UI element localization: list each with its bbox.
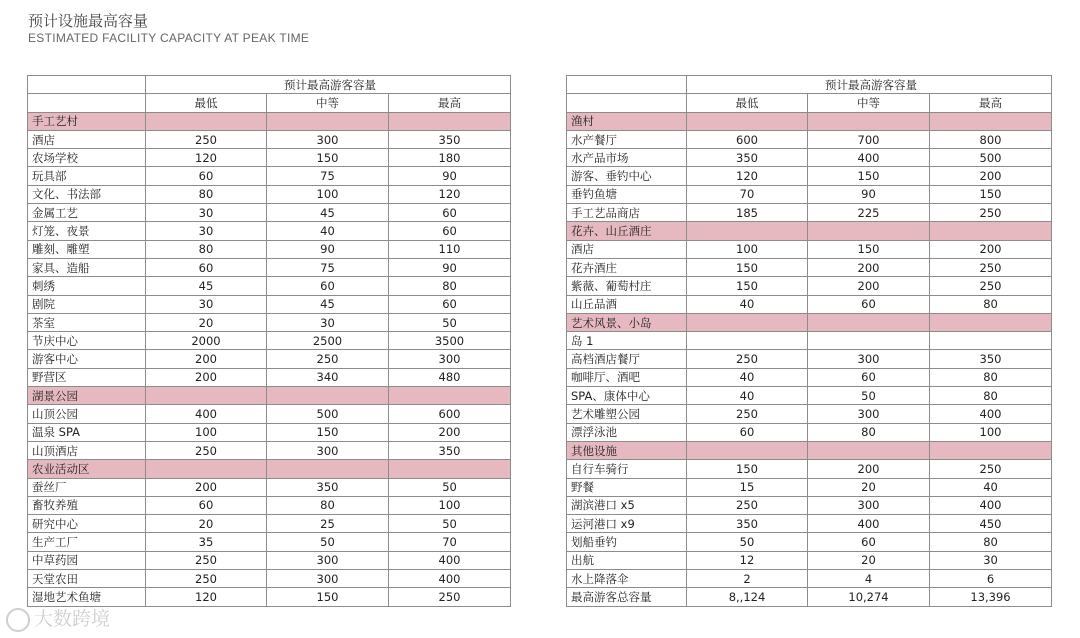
cell-max: 80 [389, 277, 511, 295]
cell-mid: 50 [267, 533, 389, 551]
cell-max: 110 [389, 240, 511, 258]
cell-max: 90 [389, 258, 511, 276]
cell-mid: 60 [808, 533, 930, 551]
table-row [567, 533, 1052, 551]
section-row [28, 387, 511, 405]
header-group-label: 预计最高游客容量 [146, 76, 511, 94]
cell-max: 60 [389, 222, 511, 240]
table-row [28, 405, 511, 423]
section-blank-cell [808, 112, 930, 130]
watermark [6, 604, 110, 632]
row-label: SPA、康体中心 [567, 387, 687, 405]
cell-min: 150 [687, 258, 808, 276]
row-label: 畜牧养殖 [28, 496, 146, 514]
table-row [28, 277, 511, 295]
cell-mid: 2500 [267, 332, 389, 350]
cell-mid: 75 [267, 258, 389, 276]
cell-max: 50 [389, 478, 511, 496]
row-label: 灯笼、夜景 [28, 222, 146, 240]
cell-mid: 300 [808, 405, 930, 423]
row-label: 漂浮泳池 [567, 423, 687, 441]
cell-max: 80 [930, 533, 1052, 551]
section-blank-cell [389, 387, 511, 405]
cell-min: 250 [687, 405, 808, 423]
row-label: 划船垂钓 [567, 533, 687, 551]
table-row [567, 204, 1052, 222]
cell-max: 6 [930, 570, 1052, 588]
table-row [28, 240, 511, 258]
row-label: 水产品市场 [567, 149, 687, 167]
cell-mid: 300 [267, 441, 389, 459]
cell-mid: 10,274 [808, 588, 930, 606]
cell-mid: 30 [267, 313, 389, 331]
cell-max: 350 [930, 350, 1052, 368]
header-blank-cell [567, 76, 687, 94]
table-row [567, 496, 1052, 514]
cell-mid: 700 [808, 130, 930, 148]
cell-max: 800 [930, 130, 1052, 148]
cell-max: 200 [389, 423, 511, 441]
cell-min: 12 [687, 551, 808, 569]
row-label: 最高游客总容量 [567, 588, 687, 606]
row-label: 雕刻、雕塑 [28, 240, 146, 258]
cell-mid: 100 [267, 185, 389, 203]
row-label: 艺术雕塑公园 [567, 405, 687, 423]
cell-mid: 45 [267, 204, 389, 222]
cell-min: 70 [687, 185, 808, 203]
row-label: 高档酒店餐厅 [567, 350, 687, 368]
header-blank-cell [567, 94, 687, 112]
cell-mid: 25 [267, 515, 389, 533]
table-row [28, 515, 511, 533]
row-label: 出航 [567, 551, 687, 569]
cell-mid: 150 [267, 423, 389, 441]
col-header-min: 最低 [687, 94, 808, 112]
cell-mid: 150 [808, 240, 930, 258]
cell-mid: 45 [267, 295, 389, 313]
cell-max: 13,396 [930, 588, 1052, 606]
cell-min: 2000 [146, 332, 267, 350]
cell-max: 100 [930, 423, 1052, 441]
row-label: 天堂农田 [28, 570, 146, 588]
page-subtitle: ESTIMATED FACILITY CAPACITY AT PEAK TIME [28, 31, 310, 45]
cell-min: 120 [146, 149, 267, 167]
cell-mid: 250 [267, 350, 389, 368]
header-blank-cell [28, 76, 146, 94]
cell-mid: 75 [267, 167, 389, 185]
row-label: 金属工艺 [28, 204, 146, 222]
cell-min: 350 [687, 515, 808, 533]
cell-mid: 80 [267, 496, 389, 514]
table-row [567, 460, 1052, 478]
cell-max: 600 [389, 405, 511, 423]
row-label: 家具、造船 [28, 258, 146, 276]
cell-max: 200 [930, 167, 1052, 185]
row-label: 剧院 [28, 295, 146, 313]
cell-max: 250 [930, 460, 1052, 478]
table-row [28, 441, 511, 459]
table-row [567, 368, 1052, 386]
cell-mid: 400 [808, 515, 930, 533]
row-label: 山顶公园 [28, 405, 146, 423]
section-blank-cell [146, 112, 267, 130]
cell-max: 400 [389, 551, 511, 569]
col-header-mid: 中等 [808, 94, 930, 112]
section-label: 艺术风景、小岛 [567, 313, 687, 331]
cell-min: 80 [146, 185, 267, 203]
section-blank-cell [267, 387, 389, 405]
section-row [567, 112, 1052, 130]
cell-mid: 200 [808, 460, 930, 478]
cell-max: 3500 [389, 332, 511, 350]
table-row [567, 478, 1052, 496]
cell-min: 200 [146, 478, 267, 496]
cell-mid [808, 332, 930, 350]
cell-mid: 80 [808, 423, 930, 441]
capacity-table-right [566, 75, 1052, 607]
table-row [567, 515, 1052, 533]
table-row [567, 240, 1052, 258]
cell-min [687, 332, 808, 350]
cell-min: 250 [146, 551, 267, 569]
row-label: 岛 1 [567, 332, 687, 350]
cell-max: 40 [930, 478, 1052, 496]
section-row [28, 112, 511, 130]
table-row [28, 222, 511, 240]
cell-mid: 150 [267, 149, 389, 167]
row-label: 研究中心 [28, 515, 146, 533]
cell-max: 300 [389, 350, 511, 368]
cell-min: 100 [687, 240, 808, 258]
section-blank-cell [267, 460, 389, 478]
cell-max: 60 [389, 295, 511, 313]
cell-min: 120 [687, 167, 808, 185]
cell-max: 70 [389, 533, 511, 551]
table-row [28, 423, 511, 441]
row-label: 玩具部 [28, 167, 146, 185]
cell-min: 35 [146, 533, 267, 551]
cell-mid: 200 [808, 258, 930, 276]
row-label: 运河港口 x9 [567, 515, 687, 533]
cell-min: 30 [146, 204, 267, 222]
cell-max: 250 [930, 258, 1052, 276]
row-label: 野餐 [567, 478, 687, 496]
cell-mid: 300 [267, 570, 389, 588]
row-label: 蚕丝厂 [28, 478, 146, 496]
section-blank-cell [687, 313, 808, 331]
row-label: 水产餐厅 [567, 130, 687, 148]
cell-max: 180 [389, 149, 511, 167]
cell-mid: 90 [267, 240, 389, 258]
cell-max [930, 332, 1052, 350]
cell-min: 20 [146, 515, 267, 533]
cell-mid: 50 [808, 387, 930, 405]
watermark-text: 大数跨境 [34, 608, 111, 630]
cell-max: 50 [389, 313, 511, 331]
section-blank-cell [808, 222, 930, 240]
cell-min: 60 [146, 167, 267, 185]
table-row [28, 332, 511, 350]
cell-max: 80 [930, 368, 1052, 386]
cell-min: 15 [687, 478, 808, 496]
row-label: 温泉 SPA [28, 423, 146, 441]
cell-min: 250 [146, 130, 267, 148]
cell-mid: 150 [267, 588, 389, 606]
cell-min: 400 [146, 405, 267, 423]
section-blank-cell [687, 222, 808, 240]
cell-max: 60 [389, 204, 511, 222]
cell-min: 150 [687, 460, 808, 478]
row-label: 手工艺品商店 [567, 204, 687, 222]
section-blank-cell [146, 460, 267, 478]
table-row [567, 130, 1052, 148]
cell-min: 20 [146, 313, 267, 331]
cell-max: 90 [389, 167, 511, 185]
row-label: 生产工厂 [28, 533, 146, 551]
row-label: 水上降落伞 [567, 570, 687, 588]
cell-max: 400 [930, 496, 1052, 514]
section-label: 湖景公园 [28, 387, 146, 405]
table-row [28, 204, 511, 222]
section-blank-cell [267, 112, 389, 130]
cell-min: 60 [146, 258, 267, 276]
table-row [28, 368, 511, 386]
cell-min: 350 [687, 149, 808, 167]
cell-min: 8,,124 [687, 588, 808, 606]
table-row [567, 185, 1052, 203]
table-row [567, 258, 1052, 276]
cell-min: 80 [146, 240, 267, 258]
cell-mid: 60 [267, 277, 389, 295]
table-row [567, 387, 1052, 405]
section-blank-cell [930, 441, 1052, 459]
watermark-logo-icon [6, 608, 30, 632]
cell-mid: 40 [267, 222, 389, 240]
cell-min: 200 [146, 368, 267, 386]
cell-max: 100 [389, 496, 511, 514]
cell-mid: 300 [808, 350, 930, 368]
capacity-table-left [27, 75, 511, 607]
cell-mid: 60 [808, 368, 930, 386]
cell-max: 50 [389, 515, 511, 533]
section-blank-cell [687, 441, 808, 459]
table-row [28, 551, 511, 569]
cell-max: 250 [389, 588, 511, 606]
cell-mid: 400 [808, 149, 930, 167]
table-row [567, 350, 1052, 368]
header-group-label: 预计最高游客容量 [687, 76, 1052, 94]
cell-min: 250 [146, 570, 267, 588]
row-label: 野营区 [28, 368, 146, 386]
cell-max: 80 [930, 387, 1052, 405]
cell-min: 60 [687, 423, 808, 441]
table-header-row [567, 76, 1052, 94]
row-label: 湖滨港口 x5 [567, 496, 687, 514]
section-blank-cell [930, 222, 1052, 240]
cell-max: 80 [930, 295, 1052, 313]
section-blank-cell [389, 460, 511, 478]
section-row [28, 460, 511, 478]
table-row [28, 258, 511, 276]
table-row [28, 130, 511, 148]
table-row [567, 167, 1052, 185]
header-blank-cell [28, 94, 146, 112]
row-label: 中草药园 [28, 551, 146, 569]
section-row [567, 313, 1052, 331]
table-row [28, 533, 511, 551]
section-blank-cell [808, 313, 930, 331]
table-row [567, 295, 1052, 313]
table-row [28, 313, 511, 331]
cell-min: 30 [146, 222, 267, 240]
table-row [567, 423, 1052, 441]
section-label: 渔村 [567, 112, 687, 130]
cell-min: 40 [687, 368, 808, 386]
section-label: 花卉、山丘酒庄 [567, 222, 687, 240]
row-label: 自行车骑行 [567, 460, 687, 478]
row-label: 文化、书法部 [28, 185, 146, 203]
cell-max: 480 [389, 368, 511, 386]
cell-min: 45 [146, 277, 267, 295]
cell-mid: 300 [267, 130, 389, 148]
row-label: 紫薇、葡萄村庄 [567, 277, 687, 295]
row-label: 节庆中心 [28, 332, 146, 350]
row-label: 湿地艺术鱼塘 [28, 588, 146, 606]
row-label: 花卉酒庄 [567, 258, 687, 276]
cell-max: 350 [389, 441, 511, 459]
table-subheader-row [567, 94, 1052, 112]
table-row [28, 570, 511, 588]
cell-max: 30 [930, 551, 1052, 569]
row-label: 茶室 [28, 313, 146, 331]
page-title: 预计设施最高容量 [28, 12, 149, 30]
cell-min: 40 [687, 295, 808, 313]
table-row [567, 332, 1052, 350]
cell-min: 250 [687, 350, 808, 368]
cell-min: 100 [146, 423, 267, 441]
table-row [28, 167, 511, 185]
table-row [567, 551, 1052, 569]
cell-mid: 4 [808, 570, 930, 588]
table-row [28, 350, 511, 368]
table-row [567, 588, 1052, 606]
section-blank-cell [687, 112, 808, 130]
cell-max: 120 [389, 185, 511, 203]
table-row [567, 405, 1052, 423]
cell-mid: 340 [267, 368, 389, 386]
cell-mid: 200 [808, 277, 930, 295]
row-label: 酒店 [567, 240, 687, 258]
cell-max: 500 [930, 149, 1052, 167]
cell-max: 450 [930, 515, 1052, 533]
section-label: 其他设施 [567, 441, 687, 459]
section-row [567, 222, 1052, 240]
cell-mid: 90 [808, 185, 930, 203]
cell-min: 250 [146, 441, 267, 459]
row-label: 山丘品酒 [567, 295, 687, 313]
row-label: 酒店 [28, 130, 146, 148]
section-blank-cell [930, 112, 1052, 130]
cell-mid: 60 [808, 295, 930, 313]
cell-mid: 350 [267, 478, 389, 496]
cell-max: 200 [930, 240, 1052, 258]
section-blank-cell [808, 441, 930, 459]
table-row [567, 277, 1052, 295]
row-label: 刺绣 [28, 277, 146, 295]
row-label: 山顶酒店 [28, 441, 146, 459]
section-label: 农业活动区 [28, 460, 146, 478]
row-label: 农场学校 [28, 149, 146, 167]
row-label: 垂钓鱼塘 [567, 185, 687, 203]
cell-min: 30 [146, 295, 267, 313]
section-label: 手工艺村 [28, 112, 146, 130]
cell-max: 250 [930, 204, 1052, 222]
col-header-mid: 中等 [267, 94, 389, 112]
cell-min: 60 [146, 496, 267, 514]
table-row [28, 149, 511, 167]
table-header-row [28, 76, 511, 94]
cell-mid: 150 [808, 167, 930, 185]
cell-min: 120 [146, 588, 267, 606]
cell-mid: 20 [808, 478, 930, 496]
col-header-min: 最低 [146, 94, 267, 112]
cell-min: 200 [146, 350, 267, 368]
cell-mid: 20 [808, 551, 930, 569]
cell-min: 2 [687, 570, 808, 588]
cell-min: 40 [687, 387, 808, 405]
cell-mid: 300 [267, 551, 389, 569]
cell-mid: 225 [808, 204, 930, 222]
row-label: 游客中心 [28, 350, 146, 368]
cell-min: 50 [687, 533, 808, 551]
cell-max: 150 [930, 185, 1052, 203]
table-row [28, 185, 511, 203]
row-label: 游客、垂钓中心 [567, 167, 687, 185]
table-row [567, 149, 1052, 167]
section-blank-cell [146, 387, 267, 405]
cell-min: 250 [687, 496, 808, 514]
table-row [567, 570, 1052, 588]
cell-min: 600 [687, 130, 808, 148]
cell-max: 400 [930, 405, 1052, 423]
section-row [567, 441, 1052, 459]
cell-max: 400 [389, 570, 511, 588]
row-label: 咖啡厅、酒吧 [567, 368, 687, 386]
cell-min: 185 [687, 204, 808, 222]
section-blank-cell [389, 112, 511, 130]
col-header-max: 最高 [389, 94, 511, 112]
table-subheader-row [28, 94, 511, 112]
table-row [28, 478, 511, 496]
table-row [28, 295, 511, 313]
cell-mid: 500 [267, 405, 389, 423]
cell-max: 350 [389, 130, 511, 148]
cell-max: 250 [930, 277, 1052, 295]
table-row [28, 496, 511, 514]
cell-mid: 300 [808, 496, 930, 514]
section-blank-cell [930, 313, 1052, 331]
cell-min: 150 [687, 277, 808, 295]
col-header-max: 最高 [930, 94, 1052, 112]
